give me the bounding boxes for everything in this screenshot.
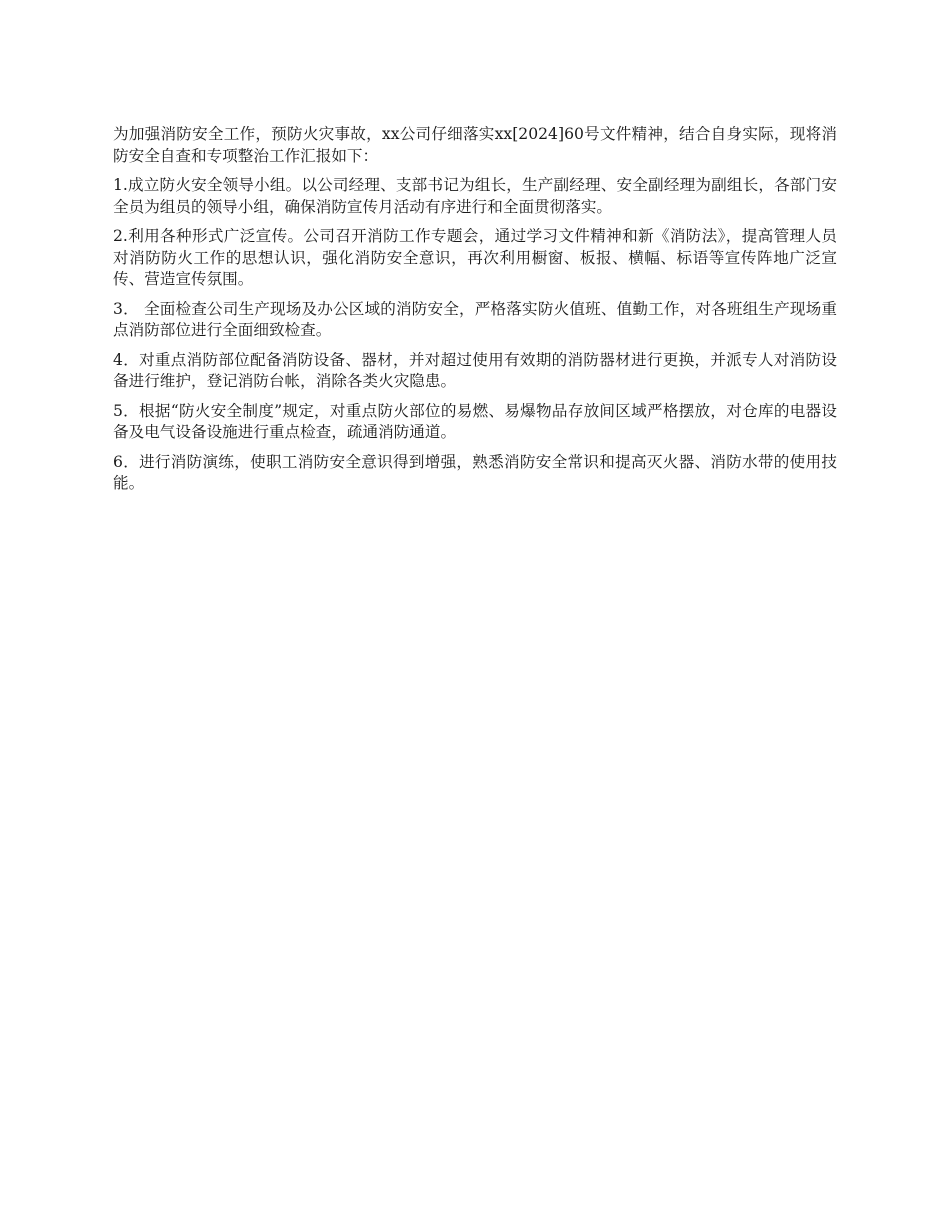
list-item: 3． 全面检查公司生产现场及办公区域的消防安全，严格落实防火值班、值勤工作，对各班组生产现场重点消防部位进行全面细致检查。 xyxy=(113,299,837,339)
intro-paragraph: 为加强消防安全工作，预防火灾事故，xx公司仔细落实xx[2024]60号文件精神，结合自身实际，现将消防安全自查和专项整治工作汇报如下： xyxy=(113,125,837,165)
list-item: 6．进行消防演练，使职工消防安全意识得到增强，熟悉消防安全常识和提高灭火器、消防水带的使用技能。 xyxy=(113,452,837,492)
list-item: 5．根据“防火安全制度”规定，对重点防火部位的易燃、易爆物品存放间区域严格摆放，对仓库的电器设备及电气设备设施进行重点检查，疏通消防通道。 xyxy=(113,401,837,441)
list-item: 2.利用各种形式广泛宣传。公司召开消防工作专题会，通过学习文件精神和新《消防法》，提高管理人员对消防防火工作的思想认识，强化消防安全意识，再次利用橱窗、板报、横幅、标语等宣传阵地广泛宣传、营造宣传氛围。 xyxy=(113,227,837,288)
list-item: 4．对重点消防部位配备消防设备、器材，并对超过使用有效期的消防器材进行更换，并派专人对消防设备进行维护，登记消防台帐，消除各类火灾隐患。 xyxy=(113,350,837,390)
list-item: 1.成立防火安全领导小组。以公司经理、支部书记为组长，生产副经理、安全副经理为副组长，各部门安全员为组员的领导小组，确保消防宣传月活动有序进行和全面贯彻落实。 xyxy=(113,176,837,216)
document-body xyxy=(113,124,837,503)
